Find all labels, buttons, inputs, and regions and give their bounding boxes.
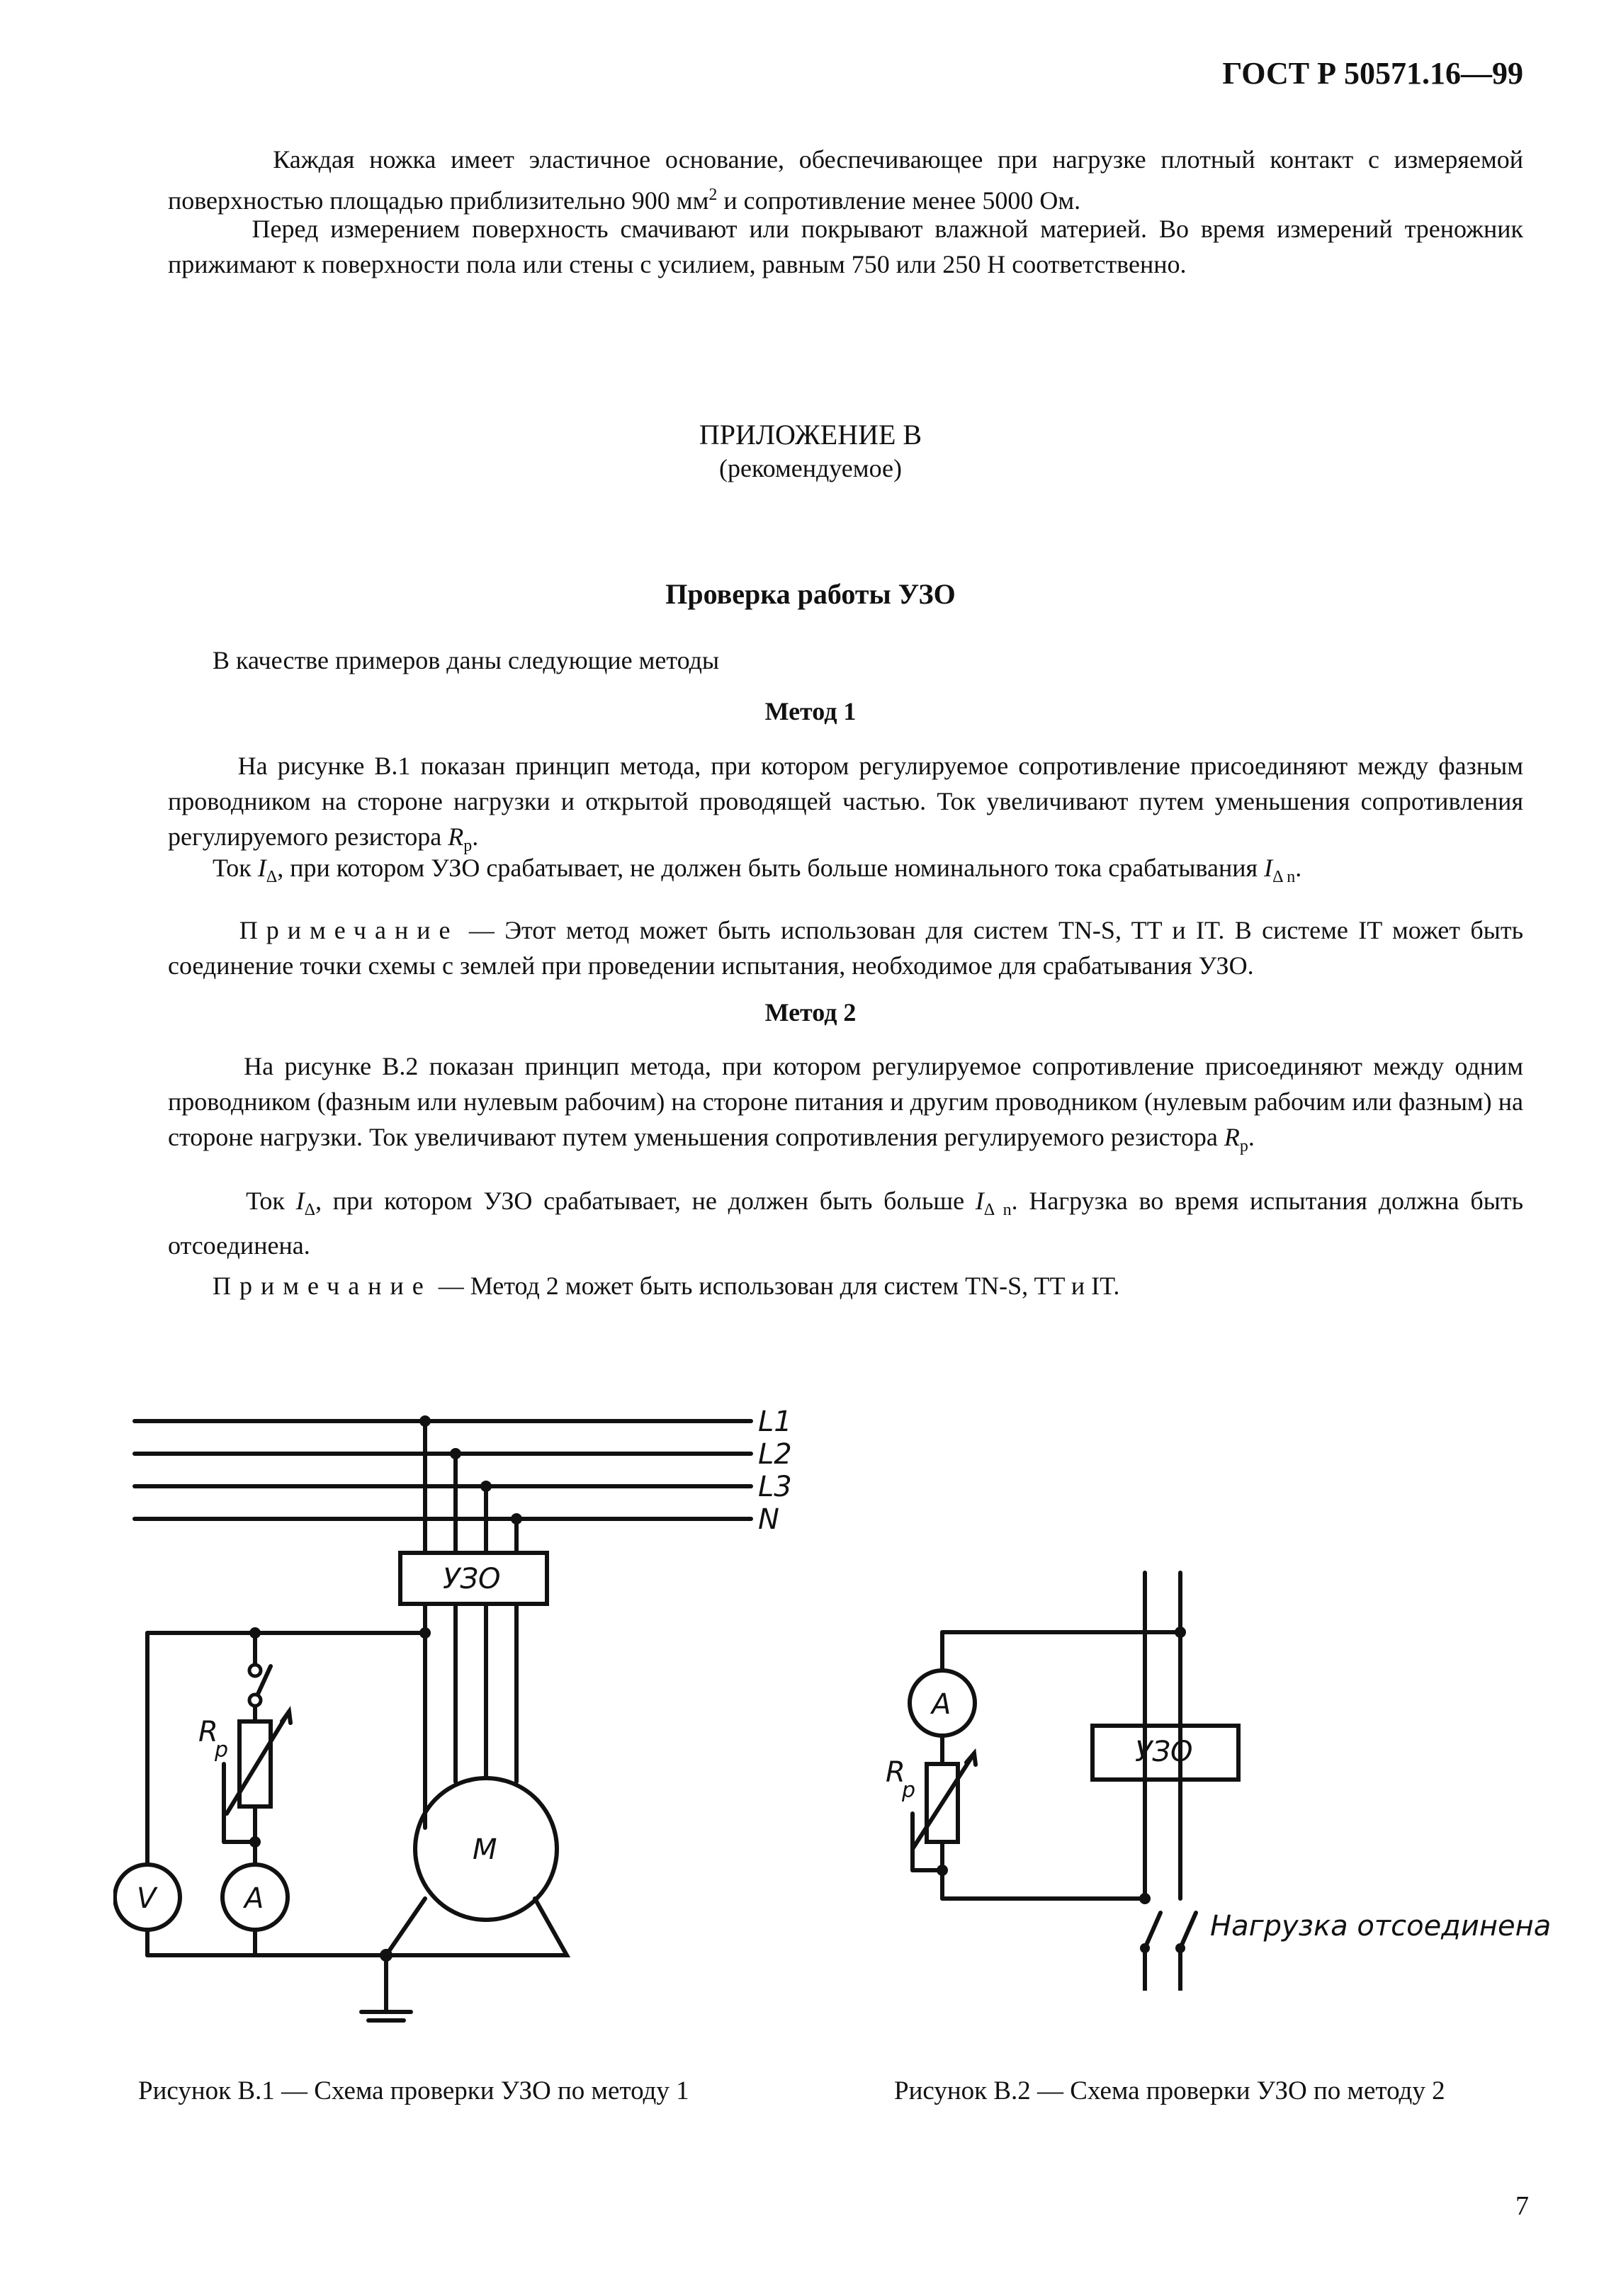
rcd-label-2: УЗО <box>1135 1736 1193 1768</box>
method2-p1-var: R <box>1224 1123 1240 1151</box>
method2-p1-end: . <box>1248 1123 1255 1151</box>
method2-p1-sub: р <box>1239 1137 1248 1156</box>
method1-p2-text-b: , при котором УЗО срабатывает, не должен быть больше номинального тока срабатывания <box>277 854 1265 882</box>
intro-p2-text: Перед измерением поверхность смачивают или покрывают влажной материей. Во время измерений треножник прижимают к поверхности пола или стены с усилием, равным 750 или 250 Н соответственно. <box>168 215 1523 278</box>
load-disconnected-label: Нагрузка отсоединена <box>1210 1910 1552 1942</box>
method2-heading: Метод 2 <box>764 998 857 1027</box>
rp-label-1: R <box>198 1716 218 1748</box>
appendix-title: Проверка работы УЗО <box>665 578 956 610</box>
method2-note-text: — Метод 2 может быть использован для систем TN-S, TT и IT. <box>431 1272 1120 1300</box>
label-n: N <box>758 1503 779 1536</box>
voltmeter-label: V <box>137 1882 157 1915</box>
method2-note <box>168 1268 1523 1303</box>
method1-p2-end: . <box>1295 854 1302 882</box>
motor-label: M <box>473 1833 497 1866</box>
method1-paragraph-1 <box>168 748 1523 864</box>
rcd-label-1: УЗО <box>443 1563 501 1595</box>
method2-p2-sub2: Δ n <box>983 1201 1012 1220</box>
appendix-subheading: (рекомендуемое) <box>719 454 902 482</box>
method1-p2-sub2: Δ n <box>1272 868 1296 887</box>
method2-p1-text: На рисунке В.2 показан принцип метода, при котором регулируемое сопротивление присоединяют между одним проводником (фазным или нулевым рабочим) на стороне питания и другим проводником (нулевым рабочим или фазным) на стороне нагрузки. Ток увеличивают путем уменьшения сопротивления регулируемого резистора <box>168 1052 1524 1151</box>
figure-b1-diagram <box>113 1389 822 2026</box>
method1-p1-text: На рисунке В.1 показан принцип метода, при котором регулируемое сопротивление присоединяют между фазным проводником на стороне нагрузки и открытой проводящей частью. Ток увеличивают путем уменьшения сопротивления регулируемого резистора <box>168 752 1524 851</box>
document-number: ГОСТ Р 50571.16—99 <box>1222 56 1523 91</box>
method1-p1-end: . <box>472 822 479 851</box>
method1-note-text: — Этот метод может быть использован для систем TN-S, TT и IT. В системе IT может быть соединение точки схемы с землей при проведении испытания, необходимое для срабатывания УЗО. <box>168 916 1523 980</box>
method2-p2-text-b: , при котором УЗО срабатывает, не должен быть больше <box>315 1187 976 1215</box>
method2-p2-end: . Нагрузка во время испытания должна быть отсоединена. <box>168 1187 1524 1260</box>
method1-paragraph-2 <box>168 850 1523 895</box>
appendix-heading: ПРИЛОЖЕНИЕ В <box>699 419 922 451</box>
method2-note-word: Примечание <box>213 1272 432 1300</box>
method1-note-word: Примечание <box>239 916 459 944</box>
method1-p2-text: Ток <box>213 854 258 882</box>
intro-p1-text-end: и сопротивление менее 5000 Ом. <box>717 186 1081 215</box>
method1-heading: Метод 1 <box>764 697 857 725</box>
method1-p2-var: I <box>257 854 266 882</box>
ammeter-label-1: A <box>244 1882 264 1915</box>
appendix-lead <box>168 643 1523 678</box>
figure-b2-diagram <box>871 1566 1552 1991</box>
method1-p2-sub: Δ <box>266 868 278 887</box>
method2-p2-sub: Δ <box>304 1201 316 1220</box>
method2-paragraph-1 <box>168 1048 1523 1164</box>
label-l2: L2 <box>758 1438 792 1471</box>
rp-label-2: R <box>886 1756 905 1789</box>
label-l3: L3 <box>758 1471 792 1503</box>
intro-p1-text: Каждая ножка имеет эластичное основание, обеспечивающее при нагрузке плотный контакт с измеряемой поверхностью площадью приблизительно 900 мм <box>168 145 1523 215</box>
method1-note <box>168 912 1523 983</box>
figure-b2-caption: Рисунок В.2 — Схема проверки УЗО по методу 2 <box>894 2076 1445 2105</box>
intro-p1-sup: 2 <box>708 186 718 204</box>
appendix-lead-text: В качестве примеров даны следующие методы <box>213 646 720 674</box>
rp-sub-label-2: p <box>902 1778 916 1803</box>
figure-b1-caption: Рисунок В.1 — Схема проверки УЗО по методу 1 <box>138 2076 689 2105</box>
intro-paragraph-1 <box>168 142 1523 218</box>
ammeter-label-2: A <box>932 1688 951 1721</box>
method1-p1-sub: р <box>463 837 473 856</box>
method1-p1-var: R <box>448 822 464 851</box>
method2-paragraph-2 <box>168 1183 1523 1263</box>
page-number: 7 <box>1515 2191 1529 2221</box>
label-l1: L1 <box>758 1406 792 1438</box>
method2-p2-var: I <box>295 1187 305 1215</box>
intro-paragraph-2 <box>168 211 1523 282</box>
method2-p2-text: Ток <box>246 1187 296 1215</box>
method2-p2-var2: I <box>975 1187 984 1215</box>
method1-p2-var2: I <box>1264 854 1273 882</box>
rp-sub-label-1: p <box>215 1738 229 1763</box>
